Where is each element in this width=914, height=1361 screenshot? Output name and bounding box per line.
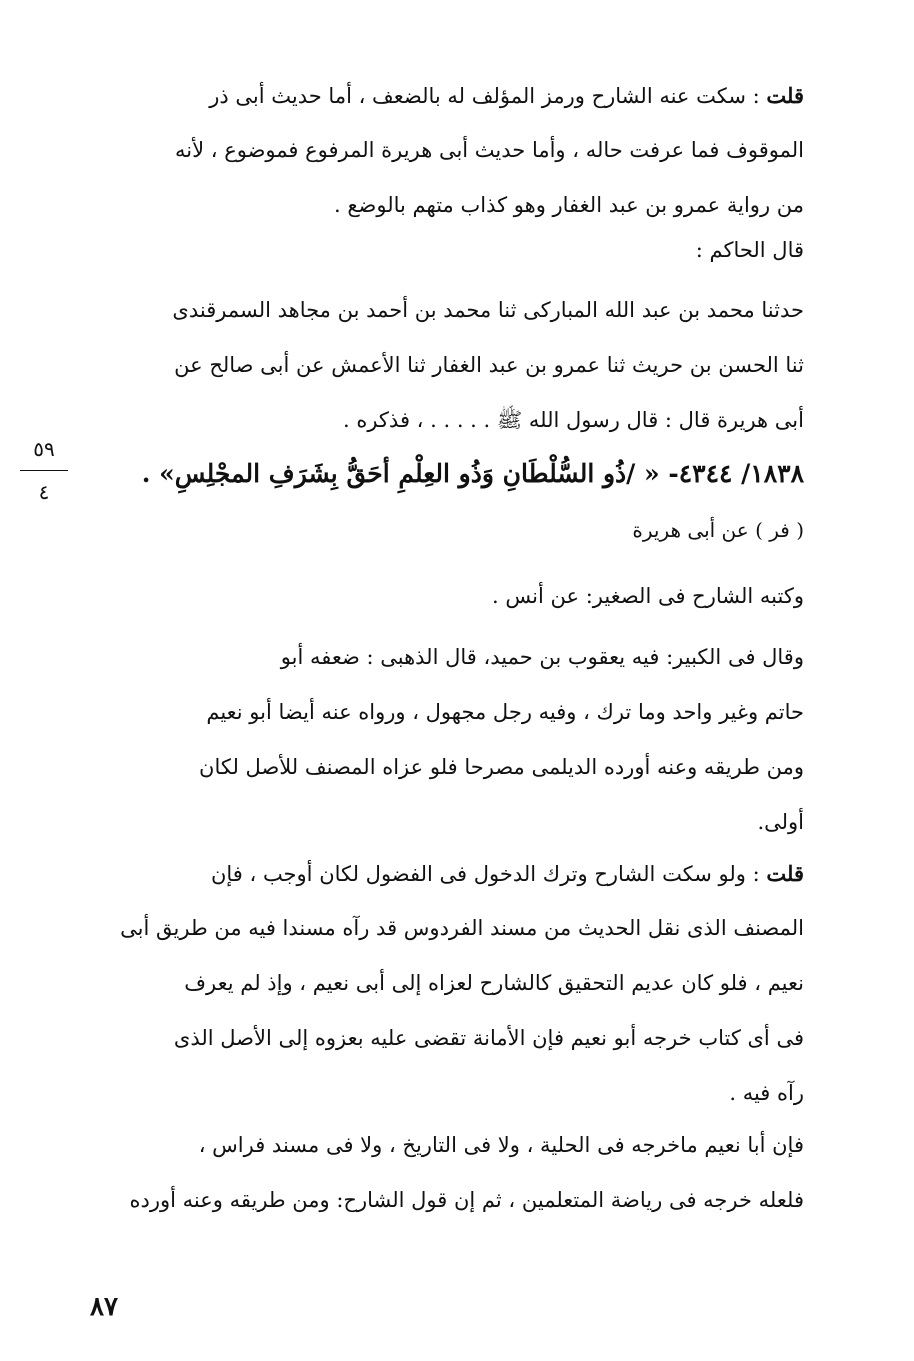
text-line: وكتبه الشارح فى الصغير: عن أنس .	[492, 584, 804, 608]
text-line: رآه فيه .	[729, 1081, 804, 1105]
text-line: وقال فى الكبير: فيه يعقوب بن حميد، قال الذهبى : ضعفه أبو	[280, 645, 804, 669]
hakim-heading: قال الحاكم :	[695, 238, 804, 262]
line-text: : سكت عنه الشارح ورمز المؤلف له بالضعف ، أما حديث أبى ذر	[209, 84, 767, 108]
text-line: المصنف الذى نقل الحديث من مسند الفردوس قد رآه مسندا فيه من طريق أبى	[120, 916, 804, 940]
text-line: فى أى كتاب خرجه أبو نعيم فإن الأمانة تقضى عليه بعزوه إلى الأصل الذى	[173, 1026, 804, 1050]
text-line: فلعله خرجه فى رياضة المتعلمين ، ثم إن قول الشارح: ومن طريقه وعنه أورده	[129, 1188, 804, 1212]
text-line	[98, 846, 804, 901]
paragraph-kabir	[98, 630, 804, 850]
text-line: من رواية عمرو بن عبد الغفار وهو كذاب متهم بالوضع .	[334, 193, 804, 217]
qultu-lead: قلت	[766, 861, 804, 886]
text-line	[98, 68, 804, 123]
text-line: نعيم ، فلو كان عديم التحقيق كالشارح لعزاه إلى أبى نعيم ، وإذ لم يعرف	[184, 971, 804, 995]
qultu-lead: قلت	[766, 83, 804, 108]
paragraph-saghir	[98, 569, 804, 624]
paragraph-qultu-2	[98, 846, 804, 1121]
hadith-text: ١٨٣٨/ ٤٣٤٤- « /ذُو السُّلْطَانِ وَذُو العِلْمِ أحَقُّ بِشَرَفِ المجْلِسِ» .	[141, 459, 804, 488]
hakim-heading-block	[98, 223, 804, 278]
margin-ref-bottom: ٤	[38, 480, 50, 504]
paragraph-qultu-1	[98, 68, 804, 233]
page-number: ٨٧	[90, 1292, 118, 1322]
text-line: أولى.	[757, 810, 804, 834]
margin-ref-divider	[20, 470, 68, 471]
hadith-source: ( فر ) عن أبى هريرة	[632, 518, 804, 542]
isnad-paragraph	[98, 283, 804, 448]
text-line: ومن طريقه وعنه أورده الديلمى مصرحا فلو عزاه المصنف للأصل لكان	[199, 755, 804, 779]
margin-reference	[20, 436, 68, 505]
text-line: ثنا الحسن بن حريث ثنا عمرو بن عبد الغفار ثنا الأعمش عن أبى صالح عن	[174, 353, 804, 377]
text-line: أبى هريرة قال : قال رسول الله ﷺ . . . . . ، فذكره .	[342, 408, 804, 432]
text-line: حدثنا محمد بن عبد الله المباركى ثنا محمد بن أحمد بن مجاهد السمرقندى	[172, 298, 804, 322]
margin-ref-top: ٥٩	[33, 437, 55, 461]
text-line: حاتم وغير واحد وما ترك ، وفيه رجل مجهول ، ورواه عنه أيضا أبو نعيم	[206, 700, 804, 724]
text-line: الموقوف فما عرفت حاله ، وأما حديث أبى هريرة المرفوع فموضوع ، لأنه	[175, 138, 804, 162]
text-line: فإن أبا نعيم ماخرجه فى الحلية ، ولا فى التاريخ ، ولا فى مسند فراس ،	[198, 1133, 804, 1157]
paragraph-abu-nuaym	[98, 1118, 804, 1228]
line-text: : ولو سكت الشارح وترك الدخول فى الفضول لكان أوجب ، فإن	[210, 862, 767, 886]
